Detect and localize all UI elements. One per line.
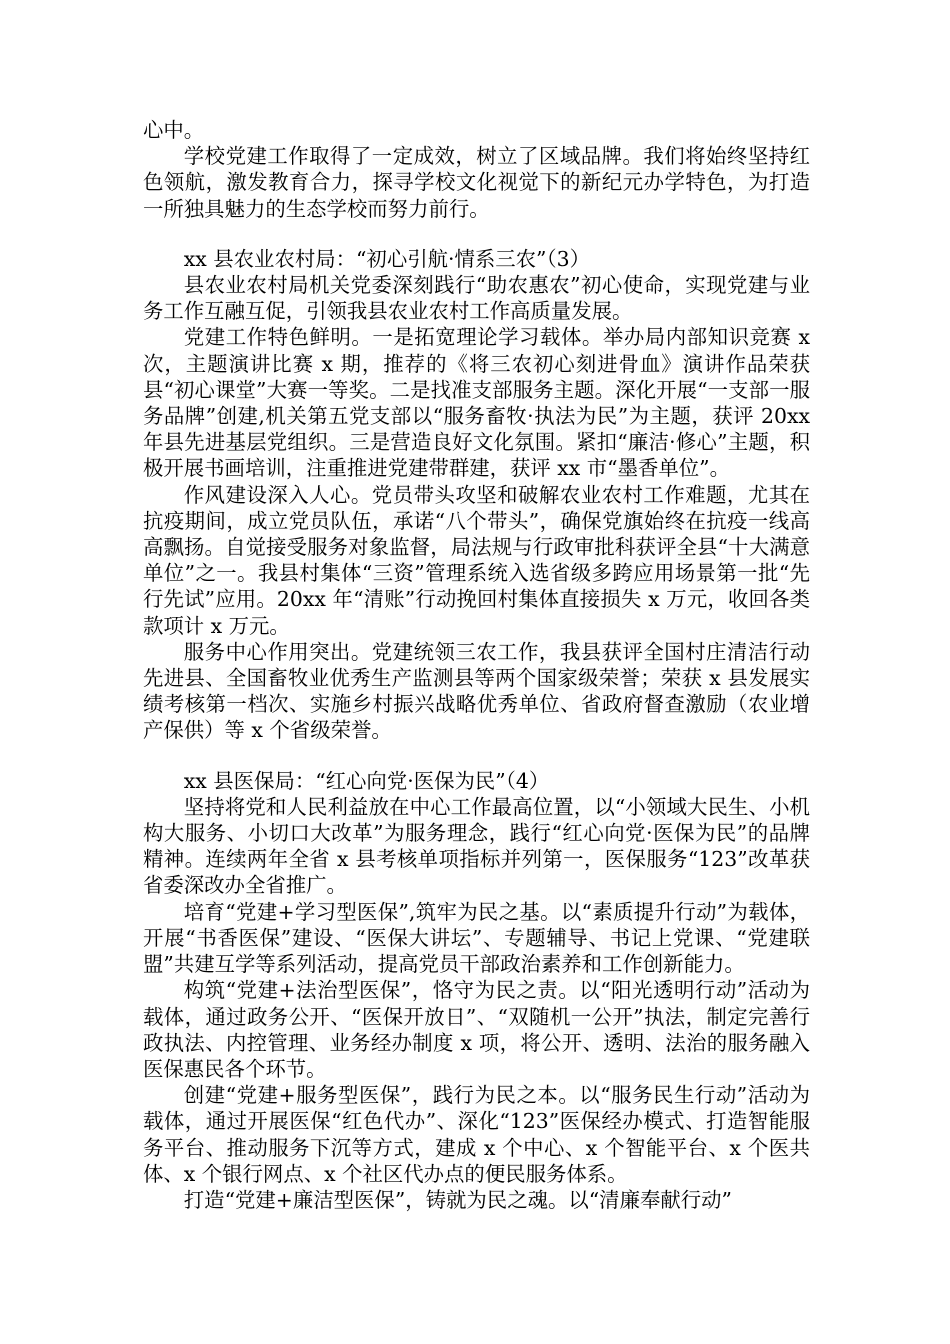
paragraph-spacer [143, 744, 810, 768]
paragraph: 县农业农村局机关党委深刻践行“助农惠农”初心使命，实现党建与业务工作互融互促，引领我县农业农村工作高质量发展。 [143, 273, 810, 324]
paragraph: 培育“党建+学习型医保”,筑牢为民之基。以“素质提升行动”为载体，开展“书香医保”建设、“医保大讲坛”、专题辅导、书记上党课、“党建联盟”共建互学等系列活动，提高党员干部政治素养和工作创新能力。 [143, 899, 810, 977]
paragraph: 作风建设深入人心。党员带头攻坚和破解农业农村工作难题，尤其在抗疫期间，成立党员队伍，承诺“八个带头”，确保党旗始终在抗疫一线高高飘扬。自觉接受服务对象监督，局法规与行政审批科获评全县“十大满意单位”之一。我县村集体“三资”管理系统入选省级多跨应用场景第一批“先行先试”应用。20xx 年“清账”行动挽回村集体直接损失 x 万元，收回各类款项计 x 万元。 [143, 482, 810, 638]
paragraph: 心中。 [143, 118, 205, 142]
paragraph: 服务中心作用突出。党建统领三农工作，我县获评全国村庄清洁行动先进县、全国畜牧业优秀生产监测县等两个国家级荣誉；荣获 x 县发展实绩考核第一档次、实施乡村振兴战略优秀单位、省政府督查激励（农业增产保供）等 x 个省级荣誉。 [143, 639, 810, 743]
paragraph: 打造“党建+廉洁型医保”，铸就为民之魂。以“清廉奉献行动” [183, 1187, 732, 1212]
paragraph-spacer [143, 222, 810, 246]
paragraph: 党建工作特色鲜明。一是拓宽理论学习载体。举办局内部知识竞赛 x 次，主题演讲比赛 x 期，推荐的《将三农初心刻进骨血》演讲作品荣获县“初心课堂”大赛一等奖。二是找准支部服务主题。深化开展“一支部一服务品牌”创建,机关第五党支部以“服务畜牧·执法为民”为主题，获评 20xx 年县先进基层党组织。三是营造良好文化氛围。紧扣“廉洁·修心”主题，积极开展书画培训，注重推进党建带群建，获评 xx 市“墨香单位”。 [143, 325, 810, 481]
section-heading: xx 县医保局：“红心向党·医保为民”（4） [183, 768, 550, 793]
paragraph: 构筑“党建+法治型医保”，恪守为民之责。以“阳光透明行动”活动为载体，通过政务公开、“医保开放日”、“双随机一公开”执法，制定完善行政执法、内控管理、业务经办制度 x 项，将公开、透明、法治的服务融入医保惠民各个环节。 [143, 978, 810, 1081]
paragraph: 创建“党建+服务型医保”，践行为民之本。以“服务民生行动”活动为载体，通过开展医保“红色代办”、深化“123”医保经办模式、打造智能服务平台、推动服务下沉等方式，建成 x 个中心、x 个智能平台、x 个医共体、x 个银行网点、x 个社区代办点的便民服务体系。 [143, 1083, 810, 1186]
document-body [143, 117, 810, 1213]
paragraph: 学校党建工作取得了一定成效，树立了区域品牌。我们将始终坚持红色领航，激发教育合力，探寻学校文化视觉下的新纪元办学特色，为打造一所独具魅力的生态学校而努力前行。 [143, 144, 810, 221]
paragraph: 坚持将党和人民利益放在中心工作最高位置，以“小领域大民生、小机构大服务、小切口大改革”为服务理念，践行“红心向党·医保为民”的品牌精神。连续两年全省 x 县考核单项指标并列第一，医保服务“123”改革获省委深改办全省推广。 [143, 794, 810, 898]
section-heading: xx 县农业农村局：“初心引航·情系三农”（3） [183, 246, 591, 271]
